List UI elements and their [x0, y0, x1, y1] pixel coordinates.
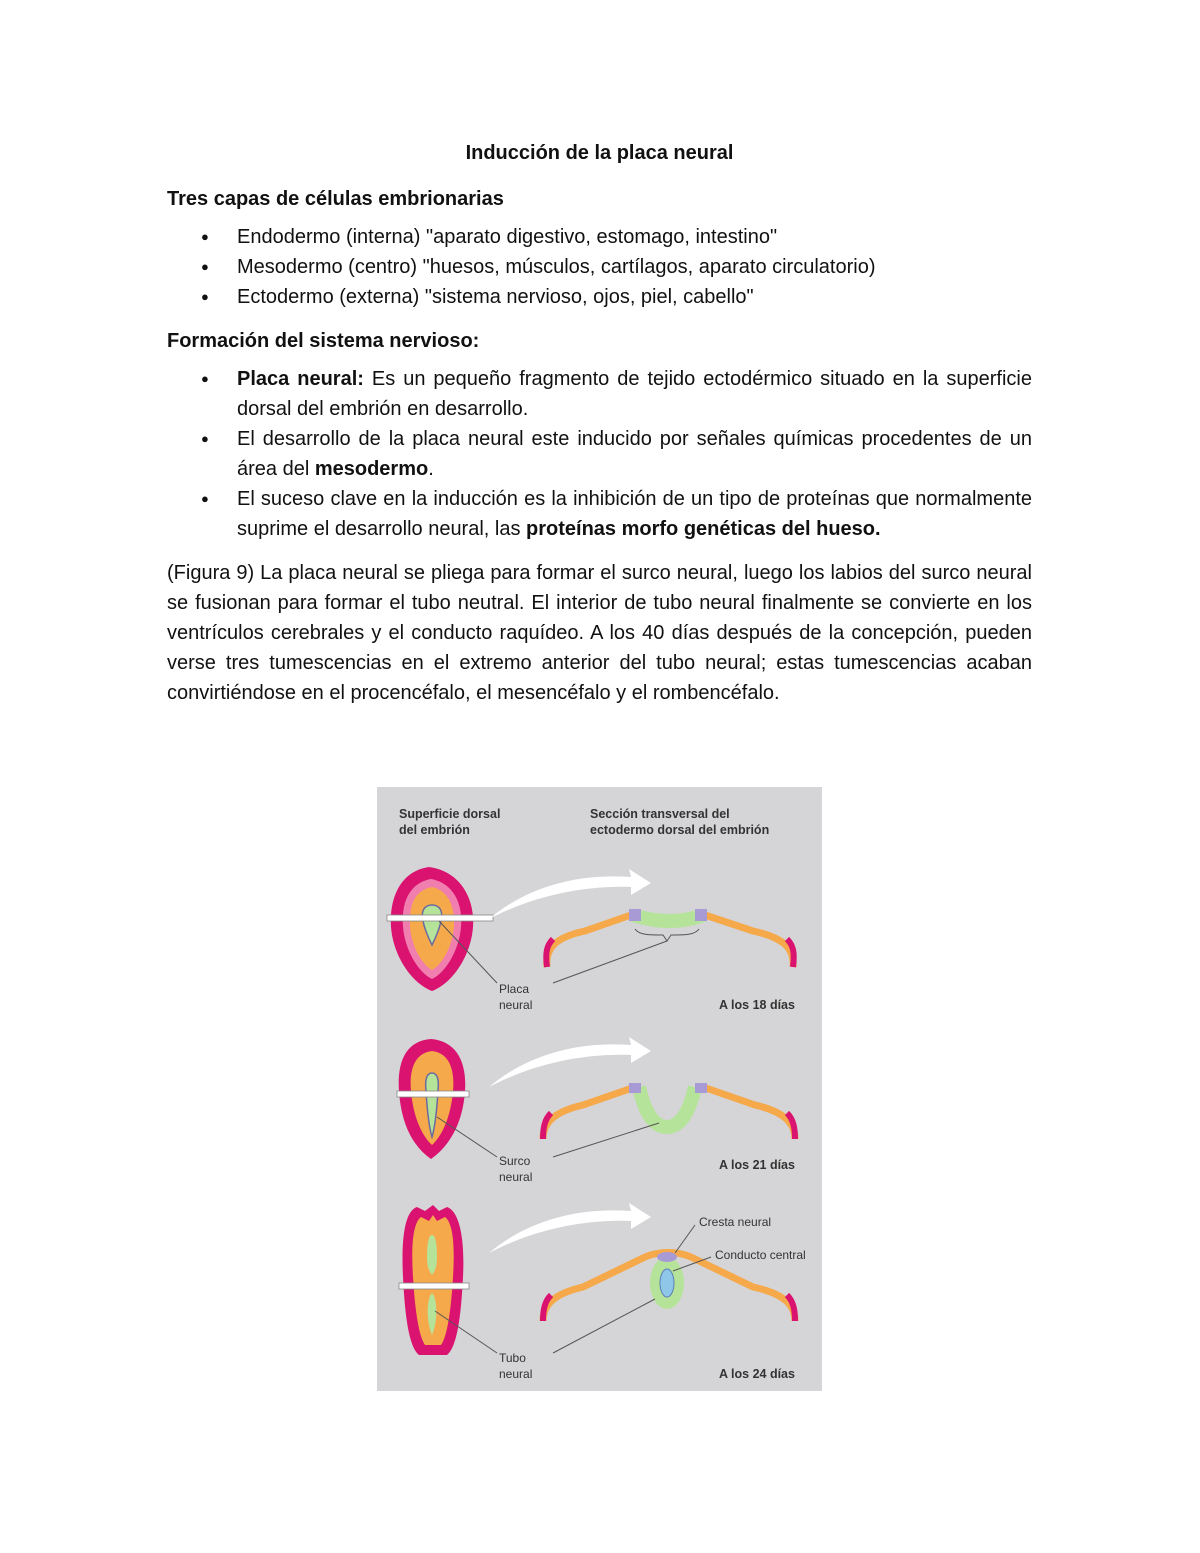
item-text: El suceso clave en la inducción es la inhibición de un tipo de proteínas que normalmente suprime el desarrollo neural, las — [237, 488, 1032, 540]
cross-section-18-days — [546, 909, 794, 967]
arrow-icon — [489, 1203, 651, 1253]
bold-term: proteínas morfo genéticas del hueso. — [526, 518, 881, 540]
conducto-central-label: Conducto central — [715, 1248, 806, 1262]
bold-term: mesodermo — [314, 458, 429, 480]
panel2-age: A los 21 días — [719, 1158, 795, 1172]
document-page — [167, 138, 1032, 708]
panel3-label-1: Tubo — [499, 1351, 526, 1365]
section-heading-formation: Formación del sistema nervioso: — [167, 330, 480, 352]
panel3-label-2: neural — [499, 1367, 533, 1381]
panel1-label-2: neural — [499, 998, 533, 1012]
item-text: El desarrollo de la placa neural este inducido por señales químicas procedentes de un área del — [237, 428, 1032, 480]
panel-24-days — [399, 1203, 806, 1381]
bold-term: Placa neural: — [237, 368, 364, 390]
embryo-21-days — [397, 1039, 469, 1159]
panel-18-days — [387, 867, 795, 1012]
section-heading-layers: Tres capas de células embrionarias — [167, 188, 504, 210]
list-item: ● Ectodermo (externa) "sistema nervioso, ojos, piel, cabello" — [167, 282, 1032, 312]
figure-header-right-1: Sección transversal del — [590, 807, 730, 821]
figure-header-right-2: ectodermo dorsal del embrión — [590, 823, 770, 837]
figure-neural-tube — [377, 787, 822, 1391]
cross-section-21-days — [543, 1083, 795, 1139]
embryo-18-days — [387, 867, 493, 991]
page-title: Inducción de la placa neural — [465, 142, 734, 164]
body-paragraph: (Figura 9) La placa neural se pliega para formar el surco neural, luego los labios del surco neural se fusionan para formar el tubo neutral. El interior de tubo neural finalmente se convierte en los ventrículos cerebrales y el conducto raquídeo. A los 40 días después de la concepción, pueden verse tres tumescencias en el extremo anterior del tubo neural; estas tumescencias acaban convirtiéndose en el procencéfalo, el mesencéfalo y el rombencéfalo. — [167, 562, 1032, 704]
cresta-neural-label: Cresta neural — [699, 1215, 772, 1229]
embryo-24-days — [399, 1205, 469, 1355]
item-text: . — [428, 458, 434, 480]
cross-section-24-days — [543, 1225, 795, 1321]
formation-list — [167, 364, 1032, 544]
panel1-label-1: Placa — [499, 982, 530, 996]
arrow-icon — [489, 869, 651, 919]
figure-illustration — [377, 787, 822, 1391]
layers-list — [167, 222, 1032, 312]
panel-21-days — [397, 1037, 795, 1184]
panel3-age: A los 24 días — [719, 1367, 795, 1381]
panel2-label-1: Surco — [499, 1154, 531, 1168]
list-item: ● Mesodermo (centro) "huesos, músculos, cartílagos, aparato circulatorio) — [167, 252, 1032, 282]
list-item: ● Endodermo (interna) "aparato digestivo, estomago, intestino" — [167, 222, 1032, 252]
list-item — [167, 364, 1032, 424]
panel1-age: A los 18 días — [719, 998, 795, 1012]
list-item — [167, 484, 1032, 544]
item-text: Es un pequeño fragmento de tejido ectodérmico situado en la superficie dorsal del embrión en desarrollo. — [237, 368, 1032, 420]
figure-header-left-2: del embrión — [399, 823, 470, 837]
list-item — [167, 424, 1032, 484]
arrow-icon — [489, 1037, 651, 1087]
panel2-label-2: neural — [499, 1170, 533, 1184]
figure-header-left-1: Superficie dorsal — [399, 807, 501, 821]
